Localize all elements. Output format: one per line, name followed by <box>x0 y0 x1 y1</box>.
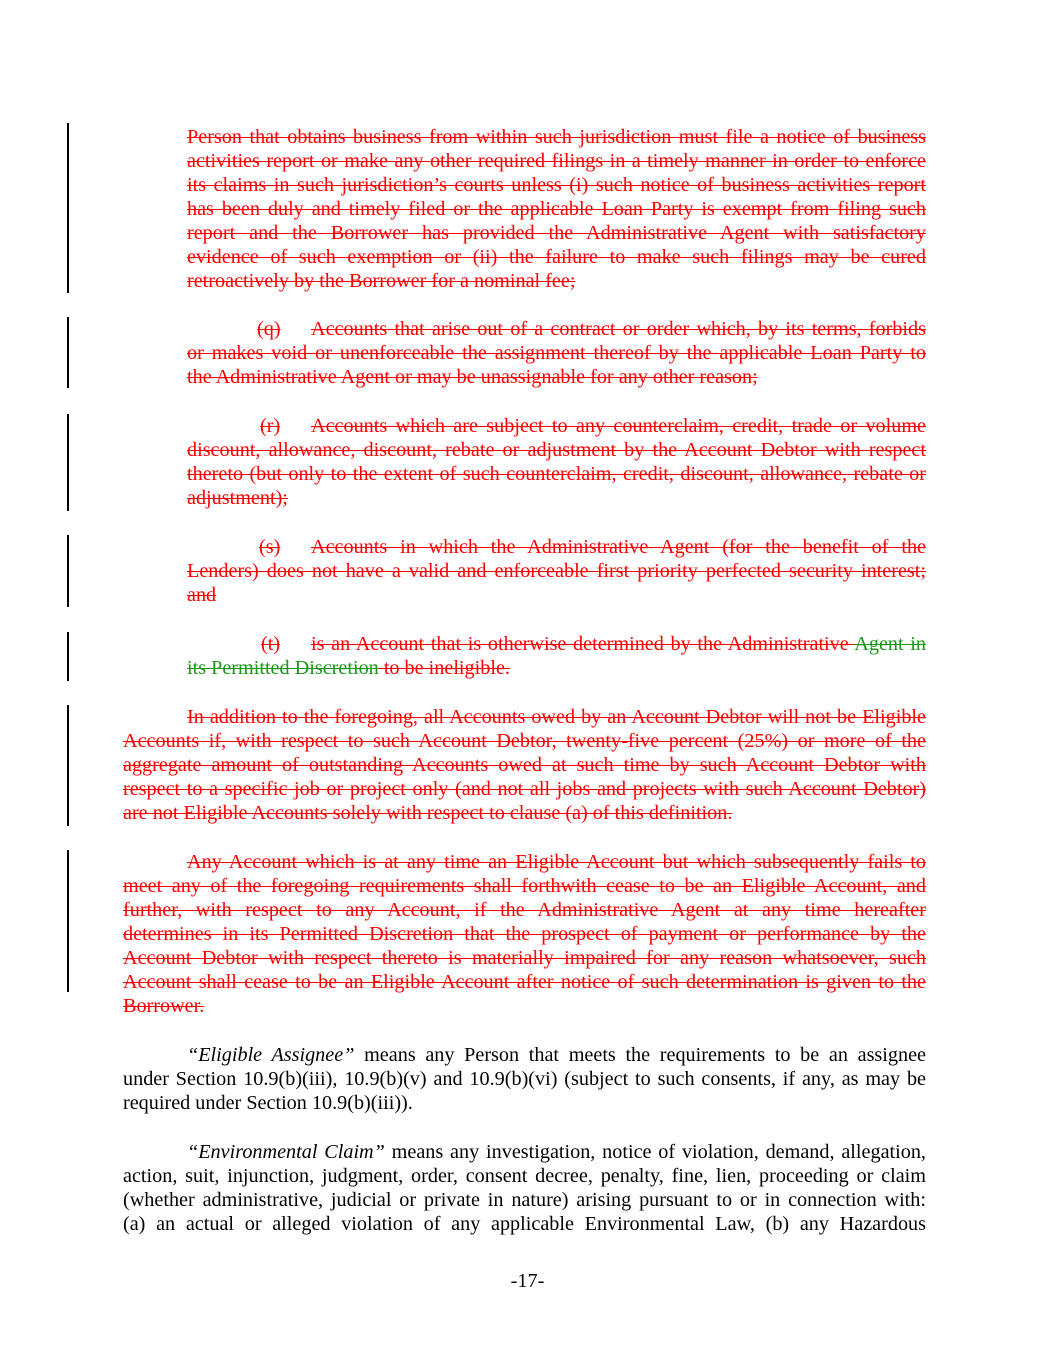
deleted-text-line: In addition to the foregoing, all Accounts owed by an Account Debtor will not be Eligible <box>187 706 926 728</box>
deleted-text-line: are not Eligible Accounts solely with respect to clause (a) of this definition. <box>123 802 733 824</box>
deleted-text-line: report and the Borrower has provided the Administrative Agent with satisfactory <box>187 222 926 244</box>
moved-text: its Permitted Discretion <box>187 657 379 679</box>
change-bar <box>67 705 69 826</box>
deleted-text-line: thereto (but only to the extent of such counterclaim, credit, discount, allowance, rebate or <box>187 463 926 485</box>
moved-text: Agent in <box>854 633 926 655</box>
deleted-text-line: evidence of such exemption or (ii) the failure to make such filings may be cured <box>187 246 926 268</box>
mixed-text-line <box>187 656 926 680</box>
deleted-text-line: Any Account which is at any time an Eligible Account but which subsequently fails to <box>187 851 926 873</box>
deleted-text-line: discount, allowance, discount, rebate or adjustment by the Account Debtor with respect <box>187 439 926 461</box>
definition-text: means any Person that meets the requirements to be an assignee <box>354 1044 927 1066</box>
deleted-text-line: Accounts if, with respect to such Account Debtor, twenty-five percent (25%) or more of the <box>123 730 926 752</box>
deleted-text-line: or makes void or unenforceable the assignment thereof by the applicable Loan Party to <box>187 342 926 364</box>
deleted-text-line: determines in its Permitted Discretion that the prospect of payment or performance by the <box>123 923 926 945</box>
deleted-text-line: retroactively by the Borrower for a nominal fee; <box>187 270 576 292</box>
clause-label: (s) <box>259 536 281 558</box>
defined-term: “Eligible Assignee” <box>187 1044 355 1066</box>
deleted-text: to be ineligible. <box>378 657 510 679</box>
deleted-text-line: aggregate amount of outstanding Accounts owed at such time by such Account Debtor with <box>123 754 926 776</box>
change-bar <box>67 317 69 388</box>
change-bar <box>67 535 69 607</box>
page-number: -17- <box>510 1270 545 1292</box>
text-line: required under Section 10.9(b)(iii)). <box>123 1092 413 1114</box>
deleted-text-line: meet any of the foregoing requirements shall forthwith cease to be an Eligible Account, and <box>123 875 926 897</box>
clause-label: (t) <box>261 633 281 655</box>
change-bar <box>67 414 69 511</box>
clause-label: (q) <box>257 318 281 340</box>
deleted-text-line: and <box>187 584 217 606</box>
text-line <box>187 1043 926 1067</box>
mixed-text-line <box>311 632 926 656</box>
deleted-text-line: Account Debtor with respect thereto is materially impaired for any reason whatsoever, such <box>123 947 926 969</box>
deleted-text-line: respect to a specific job or project only (and not all jobs and projects with such Account Debtor) <box>123 778 926 800</box>
deleted-text-line: Lenders) does not have a valid and enforceable first priority perfected security interest; <box>187 560 926 582</box>
text-line <box>187 1140 926 1164</box>
text-line: (whether administrative, judicial or private in nature) arising pursuant to or in connection with: <box>123 1189 926 1211</box>
change-bar <box>67 850 69 992</box>
deleted-text-line: Accounts which are subject to any counterclaim, credit, trade or volume <box>311 415 926 437</box>
text-line: action, suit, injunction, judgment, order, consent decree, penalty, fine, lien, proceeding or claim <box>123 1165 926 1187</box>
deleted-text-line: the Administrative Agent or may be unassignable for any other reason; <box>187 366 758 388</box>
deleted-text-line: adjustment); <box>187 487 288 509</box>
deleted-text-line: Accounts that arise out of a contract or order which, by its terms, forbids <box>311 318 926 340</box>
deleted-text-line: further, with respect to any Account, if the Administrative Agent at any time hereafter <box>123 899 926 921</box>
deleted-text-line: its claims in such jurisdiction’s courts unless (i) such notice of business activities report <box>187 174 926 196</box>
deleted-text-line: Borrower. <box>123 995 205 1017</box>
deleted-text: is an Account that is otherwise determined by the Administrative <box>311 633 855 655</box>
deleted-text-line: Accounts in which the Administrative Agent (for the benefit of the <box>311 536 926 558</box>
change-bar <box>67 632 69 681</box>
deleted-text-line: Person that obtains business from within such jurisdiction must file a notice of business <box>187 126 926 148</box>
deleted-text-line: has been duly and timely filed or the applicable Loan Party is exempt from filing such <box>187 198 926 220</box>
change-bar <box>67 123 69 293</box>
definition-text: means any investigation, notice of violation, demand, allegation, <box>384 1141 926 1163</box>
text-line: (a) an actual or alleged violation of any applicable Environmental Law, (b) any Hazardous <box>123 1213 926 1235</box>
defined-term: “Environmental Claim” <box>187 1141 385 1163</box>
deleted-text-line: Account shall cease to be an Eligible Account after notice of such determination is given to the <box>123 971 926 993</box>
deleted-text-line: activities report or make any other required filings in a timely manner in order to enforce <box>187 150 926 172</box>
text-line: under Section 10.9(b)(iii), 10.9(b)(v) and 10.9(b)(vi) (subject to such consents, if any, as may be <box>123 1068 926 1090</box>
clause-label: (r) <box>260 415 281 437</box>
